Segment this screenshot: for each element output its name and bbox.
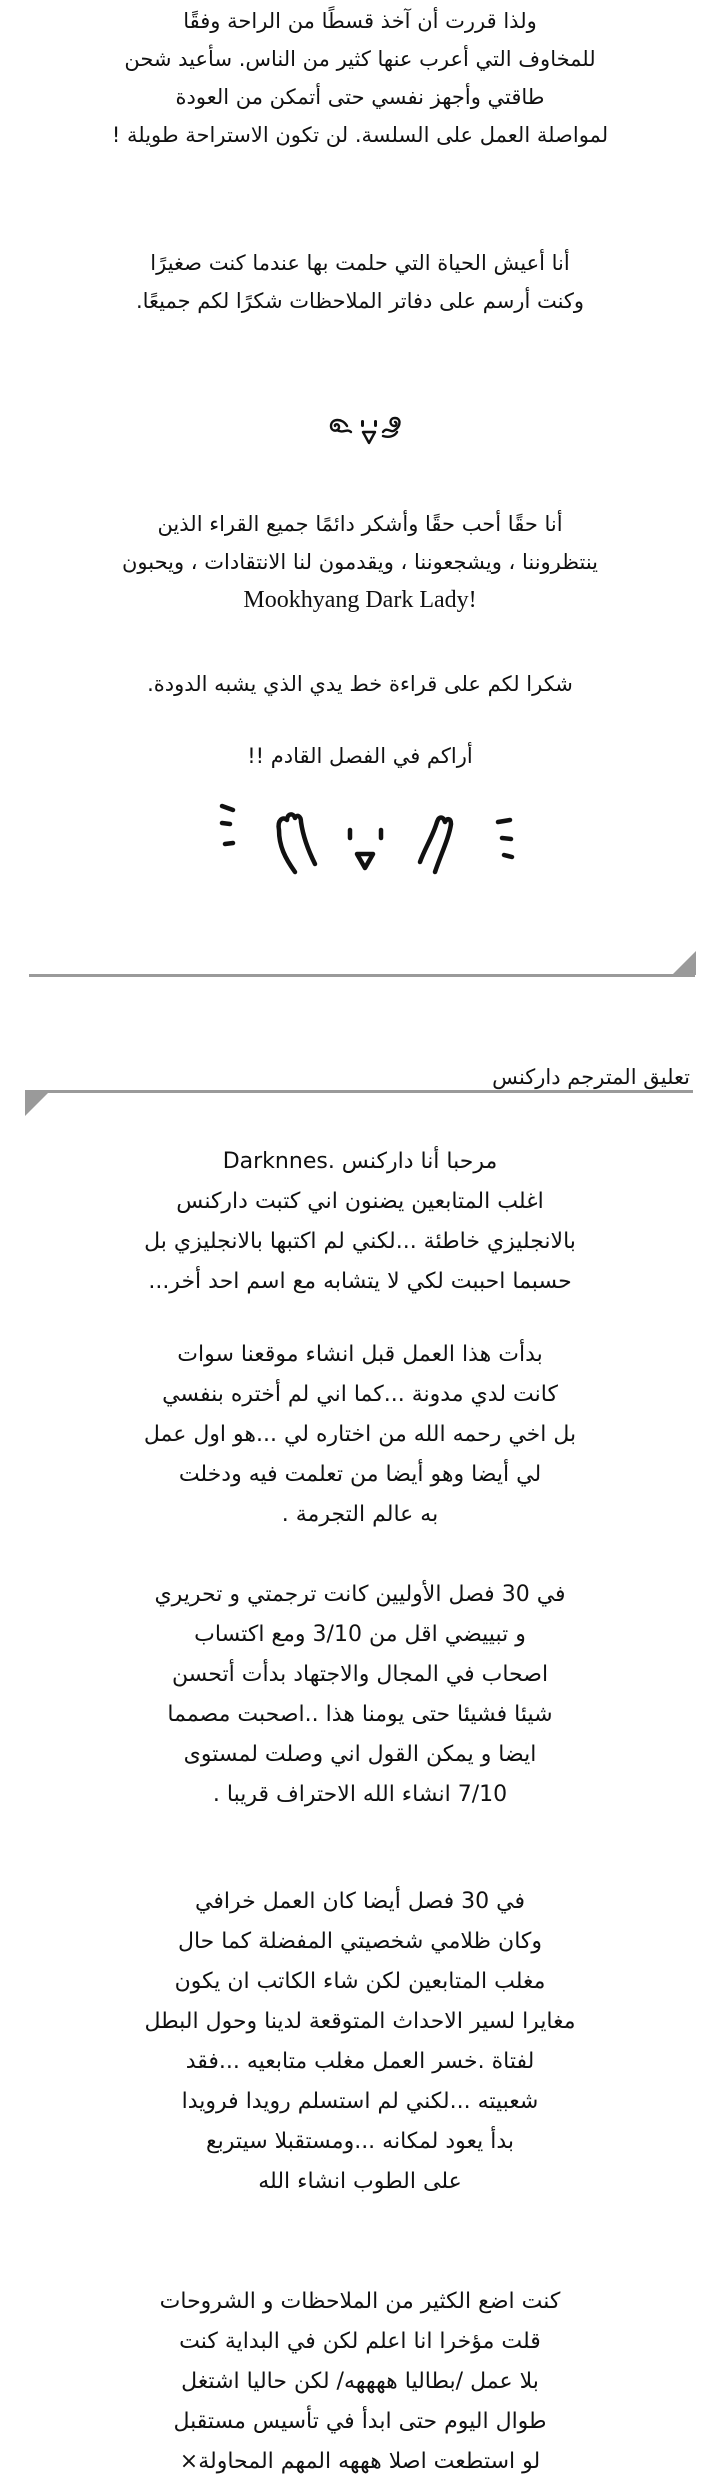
divider-corner-triangle xyxy=(672,951,696,975)
text-line: لو استطعت اصلا هههه المهم المحاولة× xyxy=(179,2449,541,2474)
text-line: قلت مؤخرا انا اعلم لكن في البداية كنت xyxy=(179,2329,541,2354)
text-line: في 30 فصل أيضا كان العمل خرافي xyxy=(195,1889,525,1914)
translator-paragraph-1 xyxy=(0,1142,720,1302)
text-line: لمواصلة العمل على السلسة. لن تكون الاستراحة طويلة ! xyxy=(111,123,609,147)
text-line: أراكم في الفصل القادم !! xyxy=(247,744,473,768)
translator-paragraph-5 xyxy=(0,2282,720,2482)
text-line: شيئا فشيئا حتى يومنا هذا ..اصحبت مصمما xyxy=(167,1702,553,1727)
section-divider-bottom xyxy=(25,1090,693,1093)
text-line: لي أيضا وهو أيضا من تعلمت فيه ودخلت xyxy=(178,1462,542,1487)
swirl-face-emoticon-icon xyxy=(325,412,405,448)
text-line: ولذا قررت أن آخذ قسطًا من الراحة وفقًا xyxy=(183,9,537,33)
translator-paragraph-4 xyxy=(0,1882,720,2202)
text-line: اغلب المتابعين يضنون اني كتبت داركنس xyxy=(176,1189,544,1214)
text-line: اصحاب في المجال والاجتهاد بدأت أتحسن xyxy=(171,1662,549,1687)
author-note-paragraph-1 xyxy=(0,2,720,154)
text-line: أنا أعيش الحياة التي حلمت بها عندما كنت صغيرًا xyxy=(150,251,570,275)
translator-paragraph-2 xyxy=(0,1335,720,1535)
text-line: على الطوب انشاء الله xyxy=(258,2169,462,2194)
text-line: به عالم التجرمة . xyxy=(281,1502,439,1527)
text-line: طاقتي وأجهز نفسي حتى أتمكن من العودة xyxy=(175,85,545,109)
text-line: حسبما احببت لكي لا يتشابه مع اسم احد أخر... xyxy=(148,1269,572,1294)
text-line: وكان ظلامي شخصيتي المفضلة كما حال xyxy=(177,1929,542,1954)
text-line: بلا عمل /بطاليا ههههه/ لكن حاليا اشتغل xyxy=(181,2369,539,2394)
text-line: 7/10 انشاء الله الاحتراف قريبا . xyxy=(212,1782,508,1807)
text-line: لفتاة .خسر العمل مغلب متابعيه ...فقد xyxy=(185,2049,535,2074)
text-line: طوال اليوم حتى ابدأ في تأسيس مستقبل xyxy=(173,2409,547,2434)
text-line: و تبييضي اقل من 3/10 ومع اكتساب xyxy=(194,1622,526,1647)
text-line: بدأ يعود لمكانه ...ومستقبلا سيتربع xyxy=(205,2129,515,2154)
text-line: شعبيته ...لكني لم استسلم رويدا فرويدا xyxy=(181,2089,539,2114)
text-line: ايضا و يمكن القول اني وصلت لمستوى xyxy=(183,1742,537,1767)
text-line: بدأت هذا العمل قبل انشاء موقعنا سوات xyxy=(177,1342,543,1367)
translator-paragraph-3 xyxy=(0,1575,720,1815)
text-line: كانت لدي مدونة ...كما اني لم أختره بنفسي xyxy=(162,1382,558,1407)
text-line: مغايرا لسير الاحداث المتوقعة لدينا وحول البطل xyxy=(144,2009,576,2034)
text-line: للمخاوف التي أعرب عنها كثير من الناس. سأعيد شحن xyxy=(124,47,596,71)
text-line: شكرا لكم على قراءة خط يدي الذي يشبه الدودة. xyxy=(147,672,573,696)
cheering-face-emoticon-icon xyxy=(215,800,515,890)
author-note-paragraph-3 xyxy=(0,505,720,619)
translator-section-title: تعليق المترجم داركنس xyxy=(492,1065,690,1089)
text-line: مغلب المتابعين لكن شاء الكاتب ان يكون xyxy=(174,1969,546,1994)
text-line: بل اخي رحمه الله من اختاره لي ...هو اول عمل xyxy=(143,1422,577,1447)
text-line: أنا حقًا أحب حقًا وأشكر دائمًا جميع القراء الذين xyxy=(157,512,563,536)
text-line: مرحبا أنا داركنس .Darknnes xyxy=(222,1149,498,1174)
text-line-latin: Mookhyang Dark Lady! xyxy=(243,587,477,613)
divider-corner-triangle xyxy=(25,1092,49,1116)
text-line: ينتظروننا ، ويشجعوننا ، ويقدمون لنا الانتقادات ، ويحبون xyxy=(121,550,599,574)
text-line: كنت اضع الكثير من الملاحظات و الشروحات xyxy=(159,2289,561,2314)
text-line: وكنت أرسم على دفاتر الملاحظات شكرًا لكم جميعًا. xyxy=(135,289,585,313)
author-note-paragraph-4 xyxy=(0,665,720,703)
text-line: بالانجليزي خاطئة ...لكني لم اكتبها بالانجليزي بل xyxy=(144,1229,576,1254)
author-note-paragraph-5 xyxy=(0,737,720,775)
author-note-paragraph-2 xyxy=(0,244,720,320)
text-line: في 30 فصل الأوليين كانت ترجمتي و تحريري xyxy=(154,1582,566,1607)
section-divider-top xyxy=(29,974,695,977)
